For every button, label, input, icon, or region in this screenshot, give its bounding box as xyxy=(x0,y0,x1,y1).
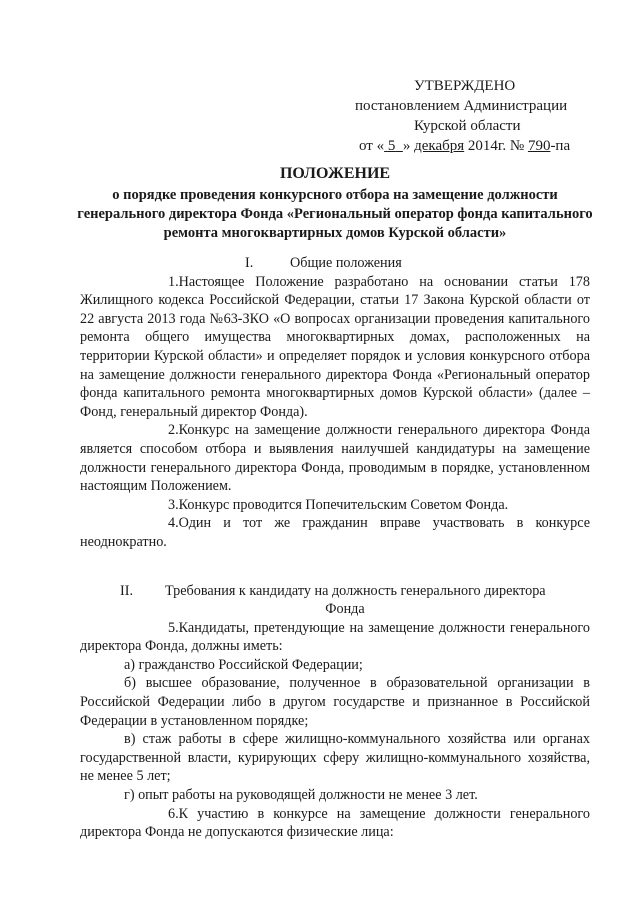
date-year: 2014г. № xyxy=(464,138,528,154)
section2-heading-line2: Фонда xyxy=(325,601,365,618)
paragraph-5: 5.Кандидаты, претендующие на замещение должности генерального директора Фонда, должны иметь: xyxy=(80,619,590,655)
date-day: 5 xyxy=(387,138,396,154)
subitem-b: б) высшее образование, полученное в образовательной организации в Российской Федерации либо в другом государстве и признанное в Российской Федерации в установленном порядке; xyxy=(80,675,590,729)
paragraph-1: 1.Настоящее Положение разработано на основании статьи 178 Жилищного кодекса Российской Федерации, статьи 17 Закона Курской области от 22 августа 2013 года №63-ЗКО «О вопросах организации проведения капитального ремонта общего имущества многоквартирных домах, расположенных на территории Курской области» и определяет порядок и условия конкурсного отбора на замещение должности генерального директора Фонда «Региональный оператор фонда капитального ремонта многоквартирных домов Курской области» (далее – Фонд, генеральный директор Фонда). xyxy=(80,273,590,420)
approval-region: Курской области xyxy=(414,118,521,134)
approval-stamp xyxy=(355,76,625,156)
paragraph-3: 3.Конкурс проводится Попечительским Советом Фонда. xyxy=(168,496,509,513)
subitem-v: в) стаж работы в сфере жилищно-коммунального хозяйства или органах государственной власти, курирующих сферу жилищно-коммунального хозяйства, не менее 5 лет; xyxy=(80,731,590,785)
section1-heading: I. Общие положения xyxy=(245,255,402,271)
paragraph-2: 2.Конкурс на замещение должности генерального директора Фонда является способом отбора и выявления наилучшей кандидатуры на замещение должности генерального директора Фонда, проводимым в порядке, установленном настоящим Положением. xyxy=(80,422,590,495)
number-suffix: -па xyxy=(550,138,571,154)
paragraph-6: 6.К участию в конкурсе на замещение должности генерального директора Фонда не допускаются физические лица: xyxy=(80,805,590,841)
document-body xyxy=(80,254,590,842)
date-month: декабря xyxy=(414,138,465,154)
date-mid: » xyxy=(402,138,415,154)
document-subtitle: о порядке проведения конкурсного отбора на замещение должности генерального директора Фонда «Региональный оператор фонда капитального ремонта многоквартирных домов Курской области» xyxy=(77,187,593,241)
approval-date-line xyxy=(355,136,625,156)
approval-authority: постановлением Администрации xyxy=(355,98,568,114)
resolution-number: 790 xyxy=(527,138,551,154)
section2-heading: II. Требования к кандидату на должность генерального директора xyxy=(120,582,546,599)
date-prefix: от « xyxy=(359,138,385,154)
subitem-a: а) гражданство Российской Федерации; xyxy=(124,656,363,673)
approval-heading: УТВЕРЖДЕНО xyxy=(414,78,516,94)
document-title: ПОЛОЖЕНИЕ xyxy=(279,165,391,182)
paragraph-4: 4.Один и тот же гражданин вправе участвовать в конкурсе неоднократно. xyxy=(80,515,590,550)
subitem-g: г) опыт работы на руководящей должности не менее 3 лет. xyxy=(124,787,478,804)
